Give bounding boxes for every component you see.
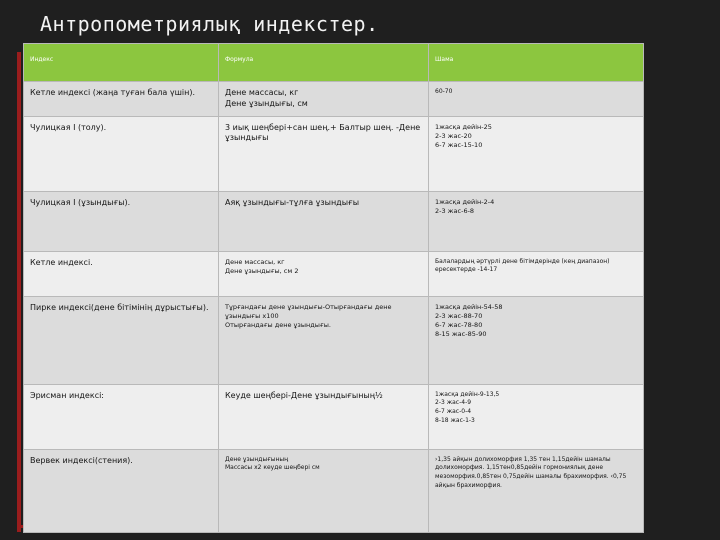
value-line: 1жасқа дейін-25	[435, 122, 492, 131]
cell-formula	[219, 82, 429, 117]
formula-line: Отырғандағы дене ұзындығы.	[225, 320, 331, 329]
table-row	[24, 449, 644, 532]
value-line: ›1,35 айқын долихоморфия 1,35 тен 1,15дейін шамалы долихоморфия. 1,15тен0,85дейін гормониялық дене мезоморфия.0,85тен 0,75дейін шамалы брахиморфия. ‹0,75 айқын брахиморфия.	[435, 455, 627, 489]
cell-index: Эрисман индексі:	[24, 384, 219, 449]
cell-formula	[219, 384, 429, 449]
cell-formula	[219, 191, 429, 251]
formula-line: Дене массасы, кг	[225, 88, 299, 97]
formula-line: Дене ұзындығының	[225, 455, 289, 463]
cell-value	[429, 449, 644, 532]
formula-line: Массасы х2 кеуде шеңбері см	[225, 464, 320, 472]
formula-line: 3 иық шеңбері+сан шең.+ Балтыр шең. -Дене ұзындығы	[225, 122, 421, 143]
cell-index: Чулицкая I (толу).	[24, 116, 219, 191]
table-row	[24, 82, 644, 117]
index-table-container	[23, 43, 643, 533]
cell-formula	[219, 449, 429, 532]
table-row	[24, 384, 644, 449]
table-header-row	[24, 44, 644, 82]
cell-value	[429, 191, 644, 251]
value-line: 6-7 жас-0-4	[435, 407, 472, 415]
value-line: 2-3 жас-20	[435, 131, 472, 140]
value-line: 8-18 жас-1-3	[435, 416, 475, 424]
cell-value	[429, 116, 644, 191]
value-line: 1жасқа дейін-9-13,5	[435, 390, 500, 398]
value-line: 8-15 жас-85-90	[435, 329, 487, 338]
cell-formula	[219, 296, 429, 384]
cell-value	[429, 296, 644, 384]
cell-index: Кетле индексі.	[24, 251, 219, 296]
value-line: Балалардың әртүрлі дене бітімдерінде (кең диапазон) ересектерде -14-17	[435, 257, 610, 274]
formula-line: Дене массасы, кг	[225, 257, 285, 266]
formula-line: Дене ұзындығы, см	[225, 98, 308, 108]
header-value: Шама	[429, 44, 644, 82]
cell-value	[429, 82, 644, 117]
formula-line: Дене ұзындығы, см 2	[225, 266, 299, 275]
cell-formula	[219, 116, 429, 191]
accent-bar	[17, 52, 21, 532]
cell-formula	[219, 251, 429, 296]
formula-line: Тұрғандағы дене ұзындығы-Отырғандағы дене ұзындығы х100	[225, 302, 392, 320]
cell-value	[429, 384, 644, 449]
anthropometric-index-table	[23, 43, 644, 533]
cell-index: Вервек индексі(стения).	[24, 449, 219, 532]
value-line: 2-3 жас-4-9	[435, 399, 472, 407]
value-line: 1жасқа дейін-54-58	[435, 302, 503, 311]
table-row	[24, 251, 644, 296]
value-line: 2-3 жас-6-8	[435, 206, 475, 215]
table-row	[24, 191, 644, 251]
value-line: 6-7 жас-78-80	[435, 320, 483, 329]
formula-line: Кеуде шеңбері-Дене ұзындығының½	[225, 390, 383, 400]
value-line: 6-7 жас-15-10	[435, 140, 483, 149]
cell-value	[429, 251, 644, 296]
header-formula: Формула	[219, 44, 429, 82]
slide-title: Антропометриялық индекстер.	[40, 12, 379, 36]
cell-index: Чулицкая I (ұзындығы).	[24, 191, 219, 251]
value-line: 60-70	[435, 88, 453, 95]
cell-index: Пирке индексі(дене бітімінің дұрыстығы).	[24, 296, 219, 384]
value-line: 2-3 жас-88-70	[435, 311, 483, 320]
formula-line: Аяқ ұзындығы-тұлға ұзындығы	[225, 197, 360, 207]
table-row	[24, 116, 644, 191]
cell-index: Кетле индексі (жаңа туған бала үшін).	[24, 82, 219, 117]
table-row	[24, 296, 644, 384]
header-index: Индекс	[24, 44, 219, 82]
value-line: 1жасқа дейін-2-4	[435, 197, 495, 206]
